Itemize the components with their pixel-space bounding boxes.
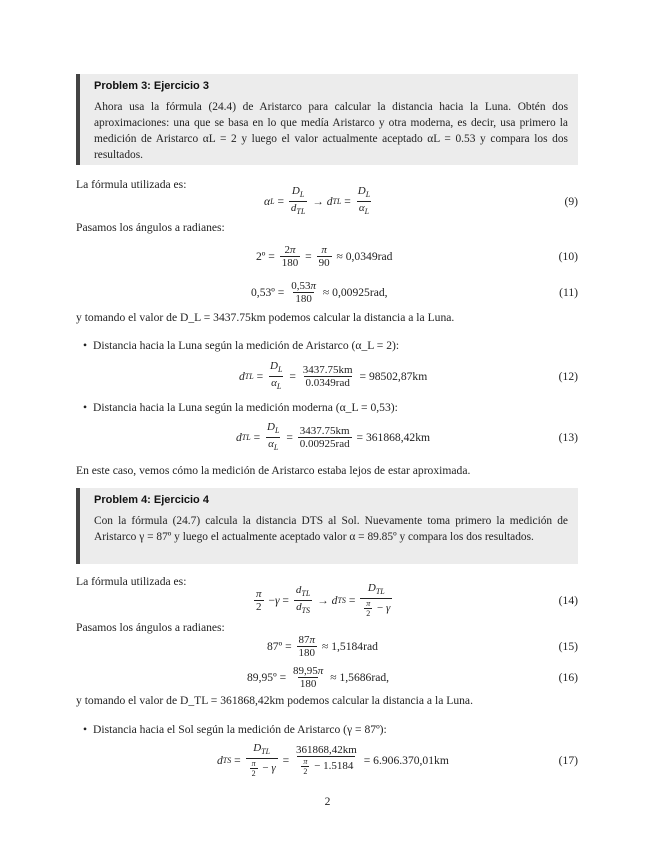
formula-intro-3: La fórmula utilizada es: xyxy=(76,178,187,191)
equation-number-9: (9) xyxy=(564,194,578,208)
bullet-aristarco-sun: • Distancia hacia el Sol según la medición de Aristarco (γ = 87º): xyxy=(93,723,387,736)
problem-3-box xyxy=(76,74,578,165)
equation-14 xyxy=(76,584,578,616)
equation-15 xyxy=(76,631,578,661)
equation-9 xyxy=(76,186,578,216)
problem-4-statement: Con la fórmula (24.7) calcula la distancia DTS al Sol. Nuevamente toma primero la medición de Aristarco γ = 87º y luego el actualmente aceptado valor α = 89.85º y compara los dos resultados. xyxy=(94,515,568,543)
equation-10 xyxy=(76,241,578,271)
page-number: 2 xyxy=(324,795,331,808)
problem-4-title: Problem 4: Ejercicio 4 xyxy=(94,494,209,506)
equation-13 xyxy=(76,422,578,452)
equation-16 xyxy=(76,662,578,692)
problem-4-box xyxy=(76,488,578,564)
eq12-expression: d TL = $\frac{D_L}{\alpha_L}$ = $\frac{3437.75km}{\text{0.0349rad}}$ = 98502,87km xyxy=(239,359,428,391)
equation-number-13: (13) xyxy=(558,430,578,444)
eq15-expression: 87º = $\frac{87\pi}{180}$ ≈ 1,5184rad xyxy=(267,633,378,659)
taking-value-4: y tomando el valor de D_TL = 361868,42km podemos calcular la distancia a la Luna. xyxy=(76,694,473,707)
eq9-expression: α L = $\frac{D_L}{d_{TL}}$ → d TL = $\frac{D_L}{\alpha_L}$ xyxy=(264,184,371,216)
equation-12 xyxy=(76,361,578,391)
eq13-expression: d TL = $\frac{D_L}{\alpha_L}$ = $\frac{3437.75km}{\text{0.00925rad}}$ = 361868,42km xyxy=(236,420,431,452)
eq14-expression: $\frac{\pi}{2}$ − γ = $\frac{d_{TL}}{d_{TS}}$ → d TS = $D_{TL}$ $\frac{\pi}{2}$ − γ xyxy=(256,582,391,618)
equation-number-16: (16) xyxy=(558,670,578,684)
equation-number-15: (15) xyxy=(558,639,578,653)
equation-17 xyxy=(76,744,578,776)
conclusion-3: En este caso, vemos cómo la medición de Aristarco estaba lejos de estar aproximada. xyxy=(76,464,471,477)
equation-number-14: (14) xyxy=(558,593,578,607)
radians-intro-3: Pasamos los ángulos a radianes: xyxy=(76,221,225,234)
problem-3-statement: Ahora usa la fórmula (24.4) de Aristarco para calcular la distancia hacia la Luna. Obtén dos aproximaciones: una que se basa en lo que medía Aristarco y otra moderna, es decir, usa primero la medición de Aristarco αL = 2 y luego el valor actualmente aceptado αL = 0.53 y compara los dos resultados. xyxy=(94,101,568,161)
equation-number-12: (12) xyxy=(558,369,578,383)
equation-number-11: (11) xyxy=(559,285,578,299)
formula-intro-4: La fórmula utilizada es: xyxy=(76,575,187,588)
bullet-aristarco-moon: • Distancia hacia la Luna según la medición de Aristarco (α_L = 2): xyxy=(93,339,399,352)
equation-number-17: (17) xyxy=(558,753,578,767)
equation-number-10: (10) xyxy=(558,249,578,263)
radians-intro-4: Pasamos los ángulos a radianes: xyxy=(76,621,225,634)
eq16-expression: 89,95º = $\frac{89,95\pi}{180}$ ≈ 1,5686rad, xyxy=(247,664,390,690)
taking-value-3: y tomando el valor de D_L = 3437.75km podemos calcular la distancia a la Luna. xyxy=(76,311,455,324)
eq11-expression: 0,53º = $\frac{0,53\pi}{180}$ ≈ 0,00925rad, xyxy=(251,279,388,305)
eq10-expression: 2º = $\frac{2\pi}{180}$ = $\frac{\pi}{90}$ ≈ 0,0349rad xyxy=(256,243,393,269)
eq17-expression: d TS = $D_{TL}$ $\frac{\pi}{2}$ − γ = 361868,42km $\frac{\pi}{2}$ − 1.5184 = 6.906.370,01km xyxy=(217,742,449,778)
bullet-modern-moon: • Distancia hacia la Luna según la medición moderna (α_L = 0,53): xyxy=(93,401,398,414)
equation-11 xyxy=(76,277,578,307)
problem-3-title: Problem 3: Ejercicio 3 xyxy=(94,80,209,92)
